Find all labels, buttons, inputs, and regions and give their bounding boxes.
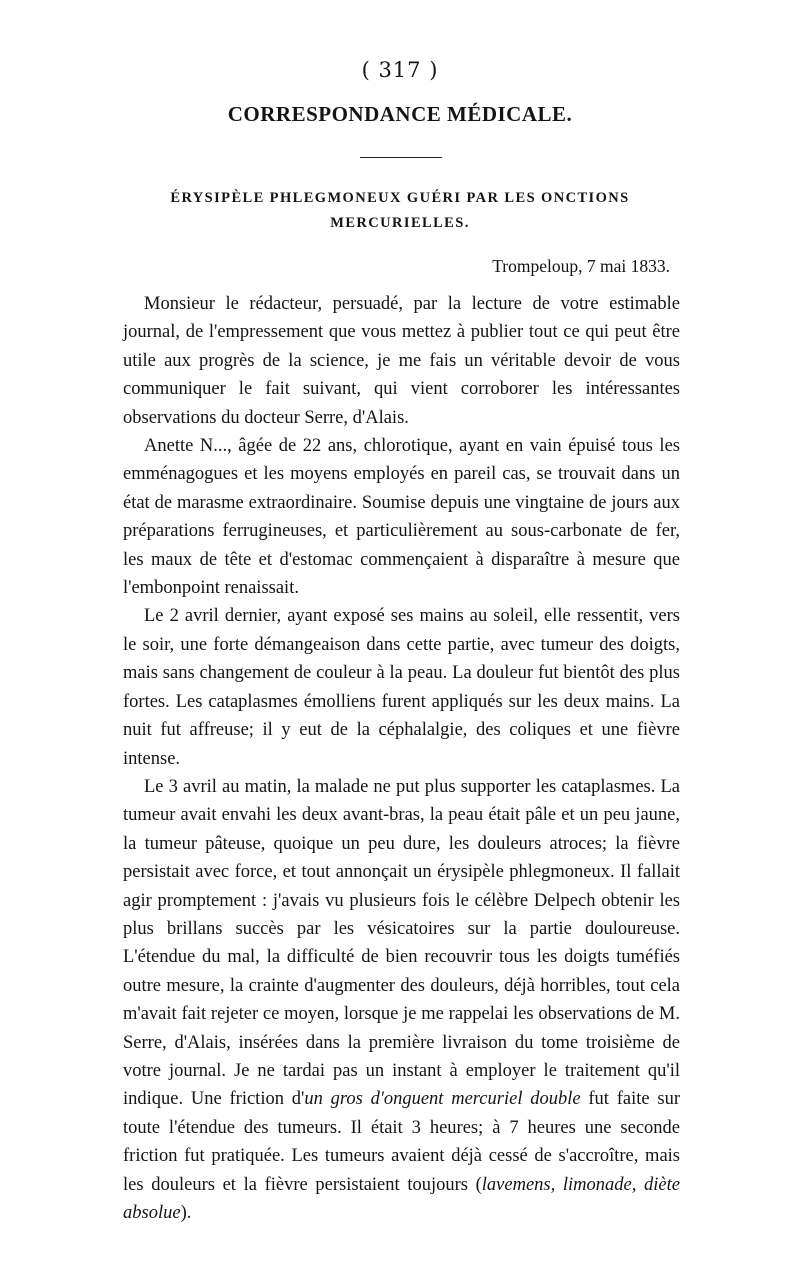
paragraph-4-part-a: Le 3 avril au matin, la malade ne put plus supporter les cataplasmes. La tumeur avait envahi les deux avant-bras, la peau était pâle et un peu jaune, la tumeur pâteuse, quoique un peu dure, les douleurs atroces; la fièvre persistait avec force, et tout annonçait un érysipèle phlegmoneux. Il fallait agir promptement : j'avais vu plusieurs fois le célèbre Delpech obtenir les plus brillans succès par les vésicatoires sur la partie douloureuse. L'étendue du mal, la difficulté de bien recouvrir tous les doigts tuméfiés outre mesure, la crainte d'augmenter des douleurs, déjà horribles, tout cela m'avait fait rejeter ce moyen, lorsque je me rappelai les observations de M. Serre, d'Alais, insérées dans la première livraison du tome troisième de votre journal. Je ne tardai pas un instant à employer le traitement qu'il indique. Une friction d' bbox=[123, 776, 680, 1110]
letter-body bbox=[123, 290, 680, 1227]
article-title bbox=[140, 186, 660, 236]
paragraph-4-italic-treatment: lavemens, limonade, diète absolue bbox=[123, 1174, 680, 1223]
paragraph-1: Monsieur le rédacteur, persuadé, par la lecture de votre estimable journal, de l'empressement que vous mettez à publier tout ce qui peut être utile aux progrès de la science, je me fais un véritable devoir de vous communiquer le fait suivant, qui vient corroborer les intéressantes observations du docteur Serre, d'Alais. bbox=[123, 294, 680, 428]
section-title: CORRESPONDANCE MÉDICALE. bbox=[227, 102, 573, 126]
paragraph-2: Anette N..., âgée de 22 ans, chlorotique, ayant en vain épuisé tous les emménagogues et les moyens employés en pareil cas, se trouvait dans un état de marasme extraordinaire. Soumise depuis une vingtaine de jours aux préparations ferrugineuses, et particulièrement au sous-carbonate de fer, les maux de tête et d'estomac commençaient à disparaître à mesure que l'embonpoint renaissait. bbox=[123, 436, 680, 599]
page-number: ( 317 ) bbox=[361, 58, 439, 82]
article-title-line-1: ÉRYSIPÈLE PHLEGMONEUX GUÉRI PAR LES ONCTIONS bbox=[170, 190, 630, 206]
paragraph-3: Le 2 avril dernier, ayant exposé ses mains au soleil, elle ressentit, vers le soir, une forte démangeaison dans cette partie, avec tumeur des doigts, mais sans changement de couleur à la peau. La douleur fut bientôt des plus fortes. Les cataplasmes émolliens furent appliqués sur les deux mains. La nuit fut affreuse; il y eut de la céphalalgie, des coliques et une fièvre intense. bbox=[123, 606, 680, 769]
article-title-line-2: MERCURIELLES. bbox=[330, 215, 470, 231]
paragraph-4 bbox=[123, 773, 680, 1228]
title-divider bbox=[360, 157, 442, 158]
paragraph-4-part-b: fut faite sur toute l'étendue des tumeurs. Il était 3 heures; à 7 heures une seconde friction fut pratiquée. Les tumeurs avaient déjà cessé de s'accroître, mais les douleurs et la fièvre persistaient toujours ( bbox=[123, 1089, 680, 1195]
paragraph-4-part-c: ). bbox=[180, 1203, 192, 1223]
paragraph-4-italic-dosage: un gros d'onguent mercuriel double bbox=[304, 1089, 581, 1110]
dateline: Trompeloup, 7 mai 1833. bbox=[492, 256, 670, 276]
